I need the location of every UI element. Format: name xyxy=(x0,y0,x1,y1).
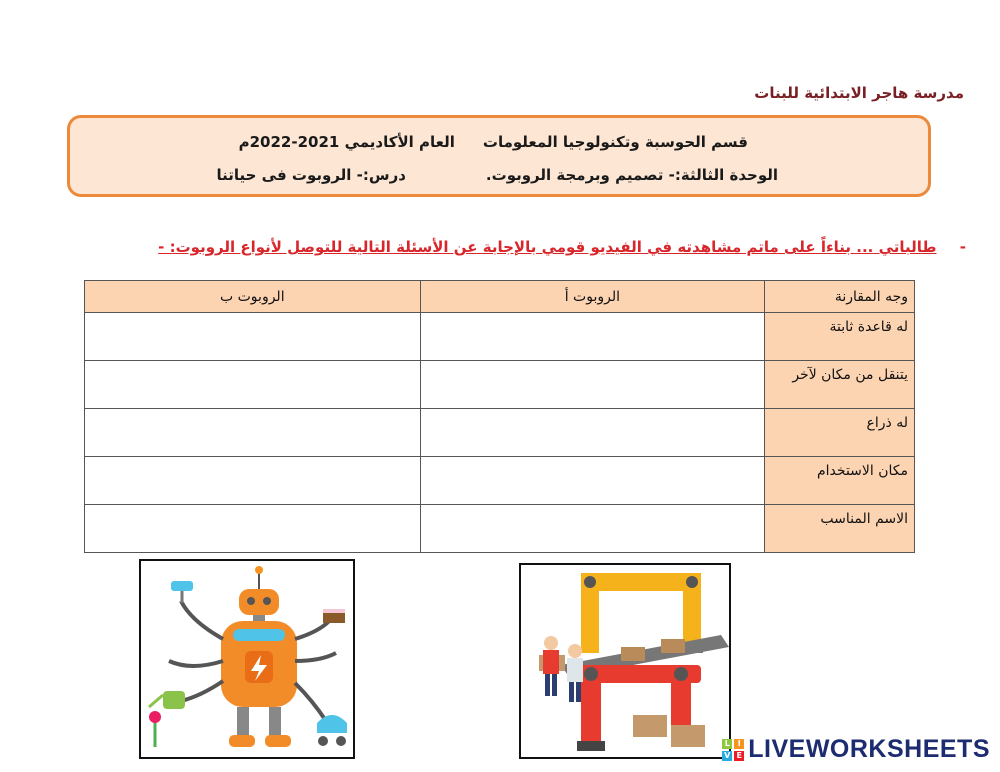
header-row-2 xyxy=(217,166,779,184)
criterion-cell: له قاعدة ثابتة xyxy=(765,313,915,361)
header-robot-a: الروبوت أ xyxy=(420,281,765,313)
criterion-cell: يتنقل من مكان لآخر xyxy=(765,361,915,409)
logo-letter: I xyxy=(734,739,744,749)
logo-letter: L xyxy=(722,739,732,749)
lesson-title: درس:- الروبوت فى حياتنا xyxy=(216,166,406,184)
service-robot-image xyxy=(139,559,355,759)
logo-letter: E xyxy=(734,751,744,761)
header-robot-b: الروبوت ب xyxy=(85,281,421,313)
answer-cell-robot-a[interactable] xyxy=(420,457,765,505)
answer-cell-robot-b[interactable] xyxy=(85,313,421,361)
liveworksheets-logo-icon xyxy=(722,739,744,761)
unit-title: الوحدة الثالثة:- تصميم وبرمجة الروبوت. xyxy=(485,166,778,184)
liveworksheets-branding[interactable] xyxy=(722,735,990,764)
answer-cell-robot-a[interactable] xyxy=(420,361,765,409)
instruction-text: طالباتي ... بناءاً على ماتم مشاهدته في الفيديو قومي بالإجابة عن الأسئلة التالية للتوصل لأنواع الروبوت: - xyxy=(158,238,937,256)
department: قسم الحوسبة وتكنولوجيا المعلومات xyxy=(482,133,748,151)
school-name: مدرسة هاجر الابتدائية للبنات xyxy=(754,84,964,102)
academic-year: العام الأكاديمي 2021-2022م xyxy=(238,133,455,151)
instruction xyxy=(136,238,966,256)
brand-wordmark: LIVEWORKSHEETS xyxy=(748,735,990,763)
answer-cell-robot-a[interactable] xyxy=(420,505,765,553)
table-row xyxy=(85,361,915,409)
answer-cell-robot-a[interactable] xyxy=(420,409,765,457)
comparison-table xyxy=(84,280,915,553)
answer-cell-robot-b[interactable] xyxy=(85,409,421,457)
industrial-robot-image xyxy=(519,563,731,759)
instruction-dash: - xyxy=(959,238,966,256)
criterion-cell: مكان الاستخدام xyxy=(765,457,915,505)
answer-cell-robot-b[interactable] xyxy=(85,505,421,553)
answer-cell-robot-b[interactable] xyxy=(85,361,421,409)
table-row xyxy=(85,409,915,457)
criterion-cell: له ذراع xyxy=(765,409,915,457)
logo-letter: V xyxy=(724,750,731,760)
answer-cell-robot-b[interactable] xyxy=(85,457,421,505)
header-box xyxy=(67,115,931,197)
header-row-1 xyxy=(239,133,748,151)
table-header-row xyxy=(85,281,915,313)
table-row xyxy=(85,457,915,505)
table-row xyxy=(85,505,915,553)
criterion-cell: الاسم المناسب xyxy=(765,505,915,553)
table-row xyxy=(85,313,915,361)
header-criterion: وجه المقارنة xyxy=(765,281,915,313)
industrial-robot-illustration xyxy=(521,565,729,757)
answer-cell-robot-a[interactable] xyxy=(420,313,765,361)
service-robot-illustration xyxy=(141,561,353,757)
